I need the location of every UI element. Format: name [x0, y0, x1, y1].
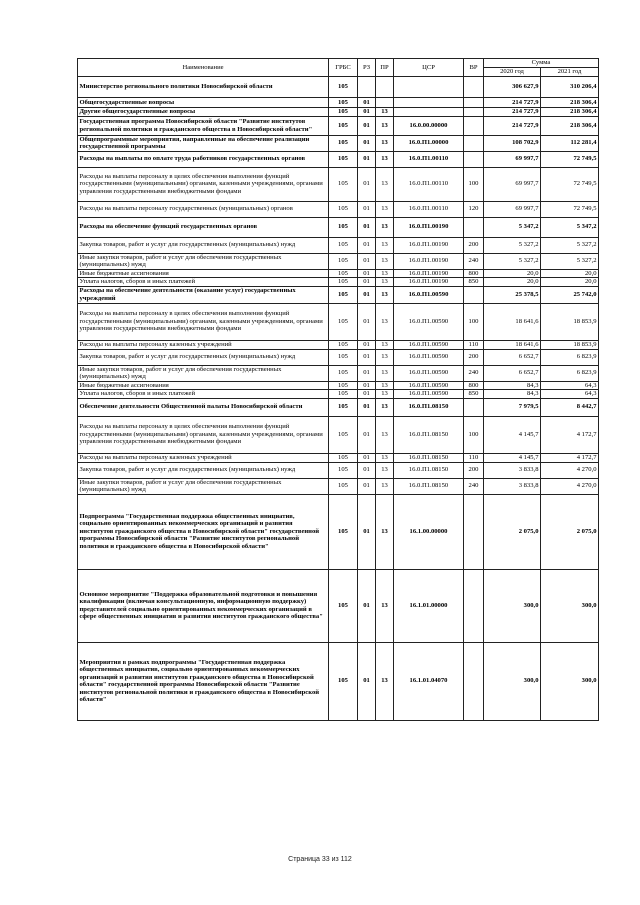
cell-pr: 13: [376, 365, 394, 381]
cell-pr: 13: [376, 286, 394, 303]
cell-name: Иные бюджетные ассигнования: [78, 269, 329, 278]
cell-name: Расходы на выплаты персоналу в целях обеспечения выполнения функций государственными (муниципальными) органами, казенными учреждениями, органами управления государственными внебюджетными фондами: [78, 303, 329, 340]
cell-name: Уплата налогов, сборов и иных платежей: [78, 278, 329, 287]
table-row: [78, 237, 599, 253]
cell-rz: 01: [358, 135, 376, 151]
table-row: [78, 98, 599, 108]
cell-sum-2021: 4 172,7: [541, 416, 599, 453]
cell-sum-2020: 6 652,7: [484, 365, 541, 381]
cell-csr: 16.0.П1.00110: [394, 201, 464, 217]
cell-pr: 13: [376, 253, 394, 269]
table-row: [78, 201, 599, 217]
cell-grbs: 105: [329, 237, 358, 253]
cell-sum-2020: 18 641,6: [484, 340, 541, 349]
cell-sum-2020: 214 727,9: [484, 98, 541, 108]
cell-rz: 01: [358, 108, 376, 117]
cell-pr: 13: [376, 269, 394, 278]
cell-rz: 01: [358, 151, 376, 167]
cell-grbs: 105: [329, 108, 358, 117]
cell-sum-2021: 18 853,9: [541, 340, 599, 349]
cell-name: Подпрограмма "Государственная поддержка общественных инициатив, социально ориентированных некоммерческих организаций и развития институтов гражданского общества в Новосибирской области" государственной программы Новосибирской области "Развитие институтов региональной политики и гражданского общества в Новосибирской области": [78, 494, 329, 569]
cell-name: Расходы на выплаты персоналу казенных учреждений: [78, 453, 329, 462]
cell-pr: 13: [376, 462, 394, 478]
cell-vr: 850: [464, 278, 484, 287]
table-row: [78, 416, 599, 453]
cell-grbs: 105: [329, 116, 358, 135]
cell-name: Расходы на выплаты персоналу казенных учреждений: [78, 340, 329, 349]
cell-sum-2021: 6 823,9: [541, 365, 599, 381]
cell-pr: 13: [376, 416, 394, 453]
cell-name: Общепрограммные мероприятия, направленные на обеспечение реализации государственной программы: [78, 135, 329, 151]
cell-grbs: 105: [329, 278, 358, 287]
cell-pr: [376, 77, 394, 98]
cell-csr: [394, 108, 464, 117]
cell-sum-2020: 3 833,8: [484, 478, 541, 494]
cell-sum-2020: 69 997,7: [484, 201, 541, 217]
col-header-vr: ВР: [464, 59, 484, 77]
cell-name: Иные закупки товаров, работ и услуг для обеспечения государственных (муниципальных) нужд: [78, 478, 329, 494]
cell-csr: 16.0.П1.08150: [394, 416, 464, 453]
cell-rz: 01: [358, 237, 376, 253]
cell-pr: 13: [376, 381, 394, 390]
cell-pr: 13: [376, 135, 394, 151]
cell-csr: [394, 77, 464, 98]
table-row: [78, 151, 599, 167]
cell-sum-2021: 5 347,2: [541, 217, 599, 237]
cell-rz: 01: [358, 303, 376, 340]
cell-sum-2020: 2 075,0: [484, 494, 541, 569]
cell-grbs: 105: [329, 135, 358, 151]
cell-csr: 16.0.П1.00590: [394, 365, 464, 381]
cell-sum-2021: 218 306,4: [541, 108, 599, 117]
cell-sum-2021: 8 442,7: [541, 398, 599, 416]
table-row: [78, 77, 599, 98]
cell-sum-2020: 84,3: [484, 381, 541, 390]
cell-sum-2020: 214 727,9: [484, 116, 541, 135]
cell-vr: 240: [464, 253, 484, 269]
cell-name: Основное мероприятие "Поддержка образовательной подготовки и повышения квалификации (включая консультационную, информационную поддержку) представителей социально ориентированных некоммерческих организаций в сфере общественных инициатив и развития институтов гражданского общества": [78, 569, 329, 642]
table-row: [78, 108, 599, 117]
cell-sum-2021: 72 749,5: [541, 167, 599, 201]
cell-vr: 120: [464, 201, 484, 217]
cell-grbs: 105: [329, 478, 358, 494]
cell-csr: 16.0.П1.00190: [394, 269, 464, 278]
cell-grbs: 105: [329, 253, 358, 269]
cell-rz: 01: [358, 416, 376, 453]
cell-rz: 01: [358, 390, 376, 399]
cell-name: Расходы на обеспечение функций государственных органов: [78, 217, 329, 237]
cell-csr: 16.0.П1.00190: [394, 217, 464, 237]
cell-pr: 13: [376, 340, 394, 349]
cell-vr: 110: [464, 453, 484, 462]
cell-grbs: 105: [329, 494, 358, 569]
col-header-pr: ПР: [376, 59, 394, 77]
table-row: [78, 398, 599, 416]
cell-csr: 16.0.П1.00190: [394, 253, 464, 269]
cell-csr: 16.0.00.00000: [394, 116, 464, 135]
cell-rz: 01: [358, 217, 376, 237]
cell-sum-2020: 3 833,8: [484, 462, 541, 478]
table-row: [78, 340, 599, 349]
table-row: [78, 167, 599, 201]
cell-vr: [464, 398, 484, 416]
col-header-csr: ЦСР: [394, 59, 464, 77]
cell-rz: 01: [358, 269, 376, 278]
cell-sum-2021: 218 306,4: [541, 116, 599, 135]
cell-csr: 16.0.П1.00590: [394, 340, 464, 349]
cell-sum-2020: 4 145,7: [484, 453, 541, 462]
cell-rz: 01: [358, 98, 376, 108]
cell-csr: 16.0.П1.00590: [394, 381, 464, 390]
cell-rz: 01: [358, 642, 376, 720]
table-row: [78, 135, 599, 151]
cell-grbs: 105: [329, 365, 358, 381]
cell-csr: 16.1.01.00000: [394, 569, 464, 642]
cell-grbs: 105: [329, 390, 358, 399]
cell-pr: 13: [376, 398, 394, 416]
cell-grbs: 105: [329, 462, 358, 478]
cell-grbs: 105: [329, 303, 358, 340]
cell-rz: 01: [358, 453, 376, 462]
cell-vr: [464, 77, 484, 98]
cell-name: Расходы на выплаты по оплате труда работников государственных органов: [78, 151, 329, 167]
cell-name: Иные закупки товаров, работ и услуг для обеспечения государственных (муниципальных) нужд: [78, 365, 329, 381]
cell-sum-2021: 300,0: [541, 642, 599, 720]
cell-rz: 01: [358, 398, 376, 416]
cell-grbs: 105: [329, 642, 358, 720]
cell-pr: 13: [376, 642, 394, 720]
cell-sum-2021: 25 742,0: [541, 286, 599, 303]
cell-name: Иные бюджетные ассигнования: [78, 381, 329, 390]
cell-grbs: 105: [329, 398, 358, 416]
cell-name: Расходы на выплаты персоналу государственных (муниципальных) органов: [78, 201, 329, 217]
cell-grbs: 105: [329, 569, 358, 642]
cell-sum-2021: 218 306,4: [541, 98, 599, 108]
cell-pr: 13: [376, 390, 394, 399]
col-header-sum: Сумма: [484, 59, 599, 68]
cell-vr: 240: [464, 478, 484, 494]
cell-pr: 13: [376, 217, 394, 237]
cell-sum-2021: 64,3: [541, 390, 599, 399]
cell-vr: [464, 494, 484, 569]
cell-grbs: 105: [329, 453, 358, 462]
cell-sum-2021: 72 749,5: [541, 151, 599, 167]
cell-sum-2020: 69 997,7: [484, 151, 541, 167]
cell-grbs: 105: [329, 77, 358, 98]
cell-grbs: 105: [329, 416, 358, 453]
cell-sum-2020: 7 979,5: [484, 398, 541, 416]
cell-pr: 13: [376, 453, 394, 462]
cell-vr: [464, 108, 484, 117]
cell-grbs: 105: [329, 269, 358, 278]
cell-vr: [464, 217, 484, 237]
cell-sum-2021: 4 172,7: [541, 453, 599, 462]
cell-rz: 01: [358, 365, 376, 381]
cell-csr: 16.0.П1.00110: [394, 167, 464, 201]
cell-name: Государственная программа Новосибирской области "Развитие институтов региональной политики и гражданского общества в Новосибирской области": [78, 116, 329, 135]
cell-csr: 16.0.П1.08150: [394, 462, 464, 478]
cell-vr: 800: [464, 269, 484, 278]
cell-rz: 01: [358, 340, 376, 349]
col-header-name: Наименование: [78, 59, 329, 77]
cell-sum-2021: 300,0: [541, 569, 599, 642]
cell-vr: [464, 642, 484, 720]
cell-csr: 16.0.П1.00590: [394, 390, 464, 399]
cell-rz: 01: [358, 286, 376, 303]
table-row: [78, 253, 599, 269]
cell-grbs: 105: [329, 217, 358, 237]
cell-vr: 110: [464, 340, 484, 349]
cell-name: Закупка товаров, работ и услуг для государственных (муниципальных) нужд: [78, 237, 329, 253]
table-row: [78, 462, 599, 478]
cell-grbs: 105: [329, 286, 358, 303]
cell-vr: 200: [464, 349, 484, 365]
cell-pr: 13: [376, 116, 394, 135]
table-row: [78, 349, 599, 365]
cell-grbs: 105: [329, 381, 358, 390]
cell-sum-2020: 20,0: [484, 269, 541, 278]
cell-pr: [376, 98, 394, 108]
cell-grbs: 105: [329, 340, 358, 349]
cell-rz: 01: [358, 349, 376, 365]
cell-name: Обеспечение деятельности Общественной палаты Новосибирской области: [78, 398, 329, 416]
cell-sum-2021: 112 281,4: [541, 135, 599, 151]
cell-sum-2021: 4 270,0: [541, 478, 599, 494]
cell-sum-2021: 20,0: [541, 269, 599, 278]
cell-sum-2020: 5 327,2: [484, 253, 541, 269]
cell-pr: 13: [376, 494, 394, 569]
cell-rz: 01: [358, 381, 376, 390]
cell-pr: 13: [376, 478, 394, 494]
cell-vr: 100: [464, 303, 484, 340]
table-row: [78, 569, 599, 642]
cell-vr: 850: [464, 390, 484, 399]
cell-csr: 16.0.П1.00590: [394, 286, 464, 303]
cell-sum-2020: 6 652,7: [484, 349, 541, 365]
cell-rz: [358, 77, 376, 98]
cell-sum-2020: 108 702,9: [484, 135, 541, 151]
table-row: [78, 278, 599, 287]
cell-name: Уплата налогов, сборов и иных платежей: [78, 390, 329, 399]
cell-grbs: 105: [329, 151, 358, 167]
cell-sum-2021: 4 270,0: [541, 462, 599, 478]
cell-vr: [464, 151, 484, 167]
cell-vr: [464, 135, 484, 151]
budget-table: [77, 58, 599, 721]
cell-sum-2021: 18 853,9: [541, 303, 599, 340]
cell-name: Расходы на выплаты персоналу в целях обеспечения выполнения функций государственными (муниципальными) органами, казенными учреждениями, органами управления государственными внебюджетными фондами: [78, 167, 329, 201]
cell-sum-2021: 72 749,5: [541, 201, 599, 217]
cell-vr: 200: [464, 237, 484, 253]
cell-name: Другие общегосударственные вопросы: [78, 108, 329, 117]
cell-csr: [394, 98, 464, 108]
cell-sum-2020: 18 641,6: [484, 303, 541, 340]
cell-name: Расходы на выплаты персоналу в целях обеспечения выполнения функций государственными (муниципальными) органами, казенными учреждениями, органами управления государственными внебюджетными фондами: [78, 416, 329, 453]
cell-pr: 13: [376, 278, 394, 287]
cell-sum-2020: 69 997,7: [484, 167, 541, 201]
cell-csr: 16.0.П1.00110: [394, 151, 464, 167]
cell-pr: 13: [376, 201, 394, 217]
cell-grbs: 105: [329, 349, 358, 365]
table-row: [78, 381, 599, 390]
cell-name: Министерство регионального политики Новосибирской области: [78, 77, 329, 98]
cell-rz: 01: [358, 494, 376, 569]
cell-grbs: 105: [329, 98, 358, 108]
cell-sum-2021: 6 823,9: [541, 349, 599, 365]
table-row: [78, 478, 599, 494]
cell-vr: [464, 98, 484, 108]
col-header-year-2021: 2021 год: [541, 68, 599, 77]
table-row: [78, 286, 599, 303]
cell-vr: [464, 116, 484, 135]
cell-vr: [464, 569, 484, 642]
cell-pr: 13: [376, 108, 394, 117]
cell-grbs: 105: [329, 167, 358, 201]
cell-rz: 01: [358, 278, 376, 287]
cell-rz: 01: [358, 201, 376, 217]
table-row: [78, 365, 599, 381]
cell-sum-2020: 214 727,9: [484, 108, 541, 117]
cell-sum-2020: 20,0: [484, 278, 541, 287]
cell-sum-2020: 25 378,5: [484, 286, 541, 303]
cell-sum-2020: 5 327,2: [484, 237, 541, 253]
cell-rz: 01: [358, 569, 376, 642]
cell-name: Расходы на обеспечение деятельности (оказание услуг) государственных учреждений: [78, 286, 329, 303]
cell-pr: 13: [376, 151, 394, 167]
cell-vr: 240: [464, 365, 484, 381]
cell-csr: 16.0.П1.08150: [394, 453, 464, 462]
cell-sum-2021: 310 206,4: [541, 77, 599, 98]
table-row: [78, 642, 599, 720]
cell-rz: 01: [358, 462, 376, 478]
cell-sum-2021: 20,0: [541, 278, 599, 287]
cell-sum-2021: 64,3: [541, 381, 599, 390]
table-row: [78, 116, 599, 135]
cell-sum-2020: 84,3: [484, 390, 541, 399]
cell-grbs: 105: [329, 201, 358, 217]
cell-vr: 100: [464, 416, 484, 453]
page-number: Страница 33 из 112: [288, 856, 352, 863]
table-row: [78, 303, 599, 340]
col-header-rz: РЗ: [358, 59, 376, 77]
cell-pr: 13: [376, 237, 394, 253]
col-header-year-2020: 2020 год: [484, 68, 541, 77]
table-row: [78, 453, 599, 462]
cell-vr: 800: [464, 381, 484, 390]
table-row: [78, 217, 599, 237]
cell-vr: [464, 286, 484, 303]
cell-csr: 16.1.01.04070: [394, 642, 464, 720]
cell-sum-2020: 306 627,9: [484, 77, 541, 98]
cell-csr: 16.0.П1.00190: [394, 278, 464, 287]
cell-csr: 16.0.П1.00190: [394, 237, 464, 253]
cell-rz: 01: [358, 116, 376, 135]
col-header-grbs: ГРБС: [329, 59, 358, 77]
cell-pr: 13: [376, 303, 394, 340]
cell-csr: 16.0.П1.08150: [394, 478, 464, 494]
cell-name: Мероприятия в рамках подпрограммы "Государственная поддержка общественных инициатив, социально ориентированных некоммерческих организаций и развития институтов гражданского общества в Новосибирской области" государственной программы Новосибирской области "Развитие институтов региональной политики и гражданского общества в Новосибирской области": [78, 642, 329, 720]
cell-csr: 16.0.П1.00590: [394, 349, 464, 365]
cell-pr: 13: [376, 569, 394, 642]
cell-csr: 16.0.П1.00590: [394, 303, 464, 340]
cell-csr: 16.0.П1.00000: [394, 135, 464, 151]
cell-sum-2020: 300,0: [484, 642, 541, 720]
cell-pr: 13: [376, 349, 394, 365]
cell-name: Общегосударственные вопросы: [78, 98, 329, 108]
cell-csr: 16.0.П1.08150: [394, 398, 464, 416]
table-row: [78, 494, 599, 569]
cell-vr: 200: [464, 462, 484, 478]
cell-rz: 01: [358, 167, 376, 201]
cell-sum-2020: 300,0: [484, 569, 541, 642]
cell-pr: 13: [376, 167, 394, 201]
table-row: [78, 390, 599, 399]
cell-sum-2020: 5 347,2: [484, 217, 541, 237]
table-row: [78, 269, 599, 278]
cell-csr: 16.1.00.00000: [394, 494, 464, 569]
cell-sum-2021: 5 327,2: [541, 237, 599, 253]
cell-name: Закупка товаров, работ и услуг для государственных (муниципальных) нужд: [78, 462, 329, 478]
cell-sum-2021: 5 327,2: [541, 253, 599, 269]
cell-sum-2020: 4 145,7: [484, 416, 541, 453]
cell-vr: 100: [464, 167, 484, 201]
cell-rz: 01: [358, 253, 376, 269]
cell-name: Закупка товаров, работ и услуг для государственных (муниципальных) нужд: [78, 349, 329, 365]
cell-name: Иные закупки товаров, работ и услуг для обеспечения государственных (муниципальных) нужд: [78, 253, 329, 269]
table-body: [78, 77, 599, 721]
cell-rz: 01: [358, 478, 376, 494]
cell-sum-2021: 2 075,0: [541, 494, 599, 569]
